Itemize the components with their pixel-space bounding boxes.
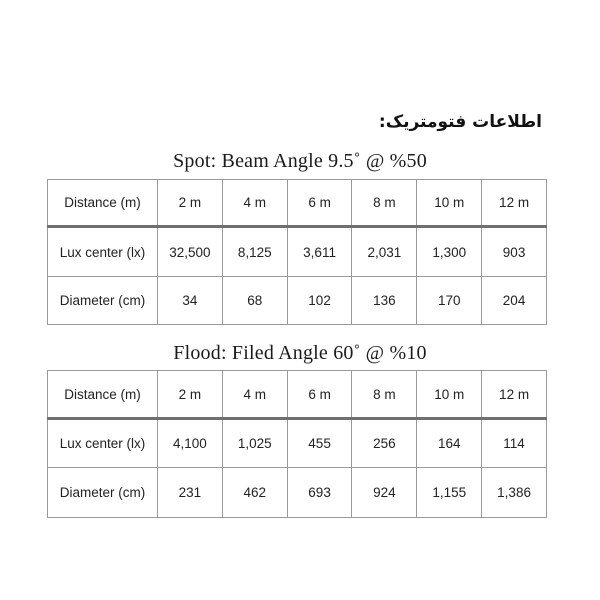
table-cell: 8,125 — [222, 227, 287, 277]
table-cell: 462 — [222, 468, 287, 518]
table-cell: 136 — [352, 277, 417, 325]
table-cell: 231 — [158, 468, 223, 518]
table-cell: 455 — [287, 419, 352, 468]
table-cell: 256 — [352, 419, 417, 468]
column-header: 6 m — [287, 371, 352, 419]
table-cell: 1,300 — [417, 227, 482, 277]
photometric-info-heading: اطلاعات فتومتریک: — [378, 112, 542, 132]
table-cell: 924 — [352, 468, 417, 518]
column-header: 6 m — [287, 180, 352, 227]
column-header: 2 m — [158, 371, 223, 419]
column-header: 8 m — [352, 371, 417, 419]
column-header: Distance (m) — [48, 180, 158, 227]
flood-photometric-table — [47, 370, 547, 518]
table-cell: 114 — [482, 419, 547, 468]
table-cell: 204 — [482, 277, 547, 325]
table-row — [48, 468, 547, 518]
row-label: Diameter (cm) — [48, 277, 158, 325]
table-cell: 693 — [287, 468, 352, 518]
spot-photometric-table — [47, 179, 547, 325]
table-cell: 1,025 — [222, 419, 287, 468]
table-cell: 34 — [158, 277, 223, 325]
spot-table-title: Spot: Beam Angle 9.5˚ @ %50 — [173, 150, 427, 172]
table-cell: 1,386 — [482, 468, 547, 518]
table-row — [48, 419, 547, 468]
table-header-row — [48, 371, 547, 419]
column-header: 4 m — [222, 371, 287, 419]
column-header: 10 m — [417, 180, 482, 227]
table-cell: 4,100 — [158, 419, 223, 468]
column-header: 12 m — [482, 180, 547, 227]
table-cell: 3,611 — [287, 227, 352, 277]
column-header: 10 m — [417, 371, 482, 419]
table-cell: 170 — [417, 277, 482, 325]
table-cell: 68 — [222, 277, 287, 325]
table-row — [48, 277, 547, 325]
flood-table-title: Flood: Filed Angle 60˚ @ %10 — [173, 342, 427, 364]
table-cell: 164 — [417, 419, 482, 468]
table-row — [48, 227, 547, 277]
row-label: Lux center (lx) — [48, 227, 158, 277]
table-cell: 903 — [482, 227, 547, 277]
table-cell: 102 — [287, 277, 352, 325]
table-cell: 32,500 — [158, 227, 223, 277]
column-header: 8 m — [352, 180, 417, 227]
column-header: Distance (m) — [48, 371, 158, 419]
row-label: Lux center (lx) — [48, 419, 158, 468]
table-header-row — [48, 180, 547, 227]
column-header: 4 m — [222, 180, 287, 227]
column-header: 2 m — [158, 180, 223, 227]
column-header: 12 m — [482, 371, 547, 419]
table-cell: 1,155 — [417, 468, 482, 518]
table-cell: 2,031 — [352, 227, 417, 277]
row-label: Diameter (cm) — [48, 468, 158, 518]
